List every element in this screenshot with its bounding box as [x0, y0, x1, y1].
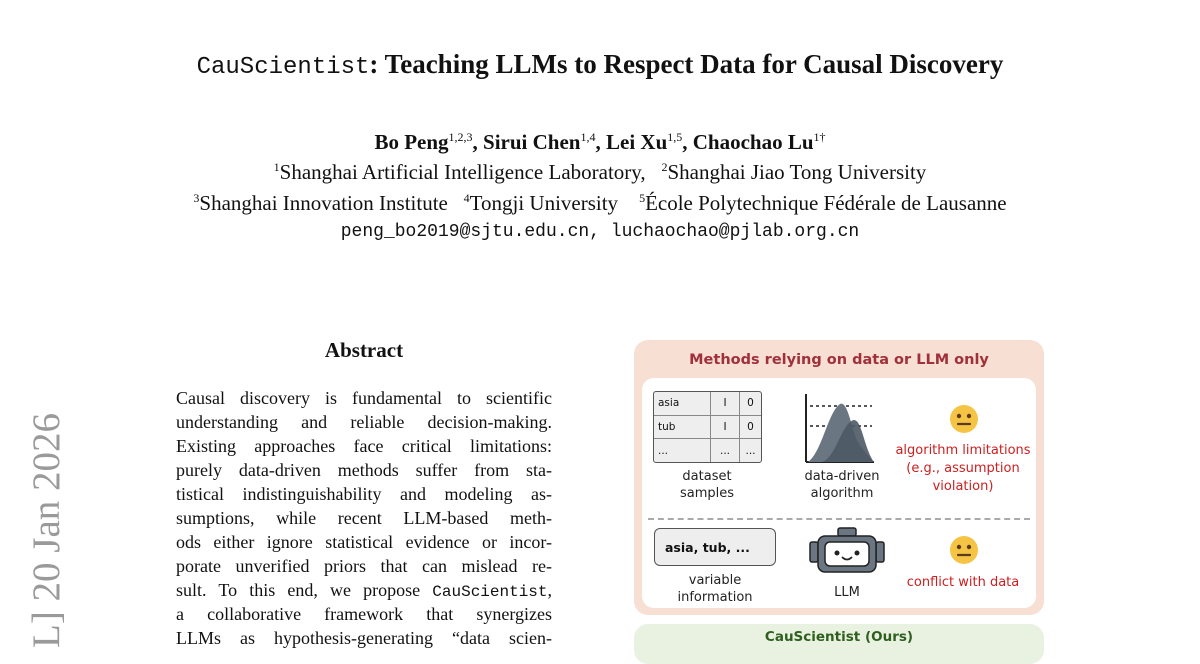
- table-cell: asia: [654, 392, 711, 415]
- caption-line: algorithm: [810, 486, 874, 501]
- caption-line: dataset: [682, 469, 732, 484]
- table-cell: ...: [745, 444, 756, 457]
- affil-sup: 1: [273, 160, 280, 174]
- affiliation: Shanghai Innovation Institute: [199, 191, 448, 215]
- author-affil-sup: 1,2,3: [448, 130, 473, 144]
- affiliations-line-1: [0, 160, 1200, 185]
- author-name: Sirui Chen: [483, 130, 581, 154]
- caption-line: samples: [679, 486, 735, 501]
- abstract-line-mixed: [176, 578, 552, 602]
- abstract-line: Existing approaches face critical limitations:: [176, 436, 552, 456]
- table-cell: tub: [654, 415, 711, 439]
- caption-line: variable: [688, 573, 742, 588]
- neutral-face-icon: [949, 535, 979, 565]
- author-list: Bo Peng$^{1,2,3}$, Sirui Chen$^{1,4}$, Lei Xu$^{1,5}$, Chaochao $Lu^{1\dagger}$: [374, 130, 826, 154]
- abstract-body: [176, 386, 552, 650]
- title-rest: : Teaching LLMs to Respect Data for Causal Discovery: [369, 49, 1004, 79]
- figure-panel-inner: [642, 378, 1036, 608]
- caption-line: information: [677, 590, 753, 605]
- abstract-line: understanding and reliable decision-making.: [176, 412, 552, 432]
- llm-caption: LLM: [834, 585, 860, 600]
- abstract-line: tistical indistinguishability and modeling as-: [176, 484, 552, 504]
- author-name: Lei Xu: [606, 130, 668, 154]
- affiliation: Tongji University: [469, 191, 619, 215]
- figure-panel-title: CauScientist (Ours): [764, 629, 914, 645]
- affiliations-line-2: [0, 191, 1200, 216]
- dataset-table: [653, 391, 762, 463]
- affiliation: Shanghai Jiao Tong University: [667, 160, 927, 184]
- arxiv-stamp: L] 20 Jan 2026: [25, 412, 68, 648]
- affil-sup: 5: [639, 191, 646, 205]
- abstract-line: Causal discovery is fundamental to scientific: [176, 388, 552, 408]
- variable-caption: [652, 572, 778, 606]
- variable-info-box: asia, tub, ...: [654, 528, 776, 566]
- abstract-line: ods either ignore statistical evidence or incor-: [176, 532, 552, 552]
- note-line: (e.g., assumption: [906, 461, 1020, 476]
- affil-sup: 2: [661, 160, 668, 174]
- author-emails: peng_bo2019@sjtu.edu.cn, luchaochao@pjlab.org.cn: [340, 222, 860, 242]
- table-cell: I: [711, 392, 740, 415]
- abstract-heading: Abstract: [324, 338, 404, 362]
- abstract-line: LLMs as hypothesis-generating “data scien-: [176, 628, 552, 648]
- abstract-line: purely data-driven methods suffer from sta-: [176, 460, 552, 480]
- caption-line: data-driven: [804, 469, 880, 484]
- table-row: [654, 392, 761, 415]
- author-affil-sup: 1,4: [580, 130, 596, 144]
- table-cell: I: [711, 415, 740, 439]
- algorithm-limitation-note: [888, 442, 1038, 496]
- system-name: CauScientist: [196, 54, 370, 81]
- affiliation: Shanghai Artificial Intelligence Laboratory,: [279, 160, 646, 184]
- affiliation: École Polytechnique Fédérale de Lausanne: [645, 191, 1007, 215]
- table-cell: 0: [740, 415, 762, 439]
- neutral-face-icon: [949, 404, 979, 434]
- system-name-inline: CauScientist: [432, 583, 548, 601]
- table-cell: ...: [711, 439, 740, 462]
- algorithm-caption: [794, 468, 890, 502]
- abstract-text: ,: [547, 580, 552, 600]
- affil-sup: 4: [463, 191, 470, 205]
- table-row: [654, 415, 761, 439]
- abstract-line: a collaborative framework that synergizes: [176, 604, 552, 624]
- abstract-line: sumptions, while recent LLM-based meth-: [176, 508, 552, 528]
- divider: [648, 518, 1030, 520]
- robot-icon: [808, 526, 886, 576]
- paper-title: [0, 49, 1200, 81]
- figure-panel-title: Methods relying on data or LLM only: [689, 352, 989, 368]
- author-name: Bo Peng: [374, 130, 449, 154]
- affil-sup: 3: [193, 191, 200, 205]
- note-line: violation): [932, 479, 994, 494]
- figure-panel-baselines: [634, 340, 1044, 615]
- table-cell: ...: [654, 439, 711, 462]
- abstract-text: sult. To this end, we propose: [176, 580, 421, 600]
- author-affil-sup: 1†: [813, 130, 826, 144]
- density-plot-icon: [802, 392, 878, 466]
- author-affil-sup: 1,5: [667, 130, 683, 144]
- note-line: algorithm limitations: [895, 443, 1031, 458]
- llm-conflict-note: conflict with data: [906, 575, 1020, 590]
- figure-panel-ours: [634, 624, 1044, 664]
- dataset-caption: [650, 468, 764, 502]
- author-name: Chaochao Lu: [692, 130, 814, 154]
- table-row: [654, 439, 761, 462]
- abstract-line: porate unverified priors that can mislead re-: [176, 556, 552, 576]
- table-cell: 0: [740, 392, 762, 415]
